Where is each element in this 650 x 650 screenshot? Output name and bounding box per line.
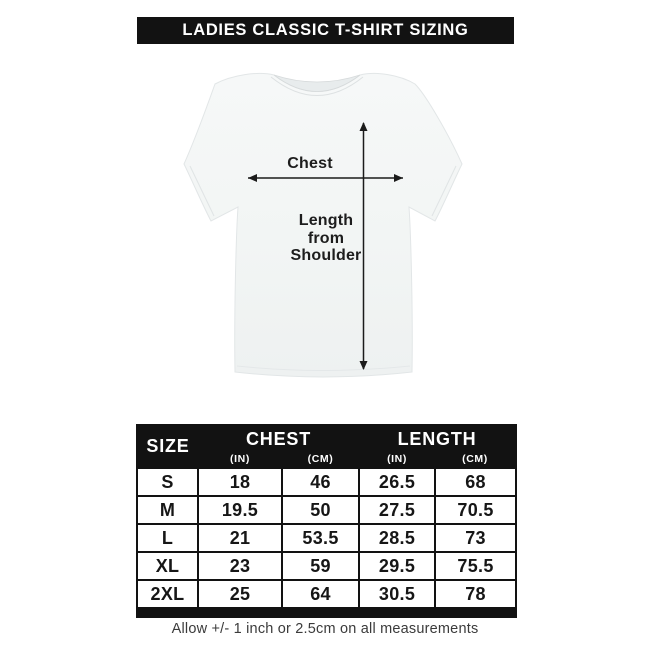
length-cm-cell: 78: [435, 580, 516, 608]
length-in-cell: 29.5: [359, 552, 435, 580]
col-header-length: LENGTH: [359, 425, 516, 450]
length-label-line: Length: [298, 212, 354, 229]
size-cell: 2XL: [137, 580, 198, 608]
length-in-cell: 30.5: [359, 580, 435, 608]
length-cm-cell: 75.5: [435, 552, 516, 580]
size-row: [137, 580, 516, 608]
length-in-cell: 26.5: [359, 468, 435, 496]
length-label-line: Shoulder: [290, 247, 362, 264]
page-title: LADIES CLASSIC T-SHIRT SIZING: [182, 21, 469, 39]
tolerance-note: Allow +/- 1 inch or 2.5cm on all measurements: [171, 621, 479, 637]
length-measure-label: [266, 212, 386, 265]
size-cell: M: [137, 496, 198, 524]
length-cm-cell: 68: [435, 468, 516, 496]
size-table-header: [137, 425, 516, 468]
chest-cm-cell: 50: [282, 496, 359, 524]
chest-cm-cell: 53.5: [282, 524, 359, 552]
col-header-size: SIZE: [137, 425, 198, 468]
chest-cm-cell: 64: [282, 580, 359, 608]
col-header-chest-in: (IN): [198, 450, 282, 468]
size-cell: XL: [137, 552, 198, 580]
length-cm-cell: 70.5: [435, 496, 516, 524]
length-label-line: from: [307, 229, 345, 247]
col-header-chest: CHEST: [198, 425, 359, 450]
length-in-cell: 27.5: [359, 496, 435, 524]
length-cm-cell: 73: [435, 524, 516, 552]
size-row: [137, 468, 516, 496]
table-bottom-bar: [137, 608, 516, 617]
col-header-length-in: (IN): [359, 450, 435, 468]
col-header-chest-cm: (CM): [282, 450, 359, 468]
chest-in-cell: 21: [198, 524, 282, 552]
size-cell: L: [137, 524, 198, 552]
chest-in-cell: 25: [198, 580, 282, 608]
col-header-length-cm: (CM): [435, 450, 516, 468]
chest-cm-cell: 46: [282, 468, 359, 496]
size-row: [137, 552, 516, 580]
length-in-cell: 28.5: [359, 524, 435, 552]
chest-in-cell: 23: [198, 552, 282, 580]
chest-cm-cell: 59: [282, 552, 359, 580]
size-cell: S: [137, 468, 198, 496]
title-bar: [137, 17, 514, 44]
size-row: [137, 496, 516, 524]
chest-measure-label: Chest: [287, 155, 333, 172]
size-row: [137, 524, 516, 552]
chest-in-cell: 19.5: [198, 496, 282, 524]
tshirt-measurement-diagram: [0, 60, 650, 400]
size-table: [136, 424, 517, 618]
chest-in-cell: 18: [198, 468, 282, 496]
